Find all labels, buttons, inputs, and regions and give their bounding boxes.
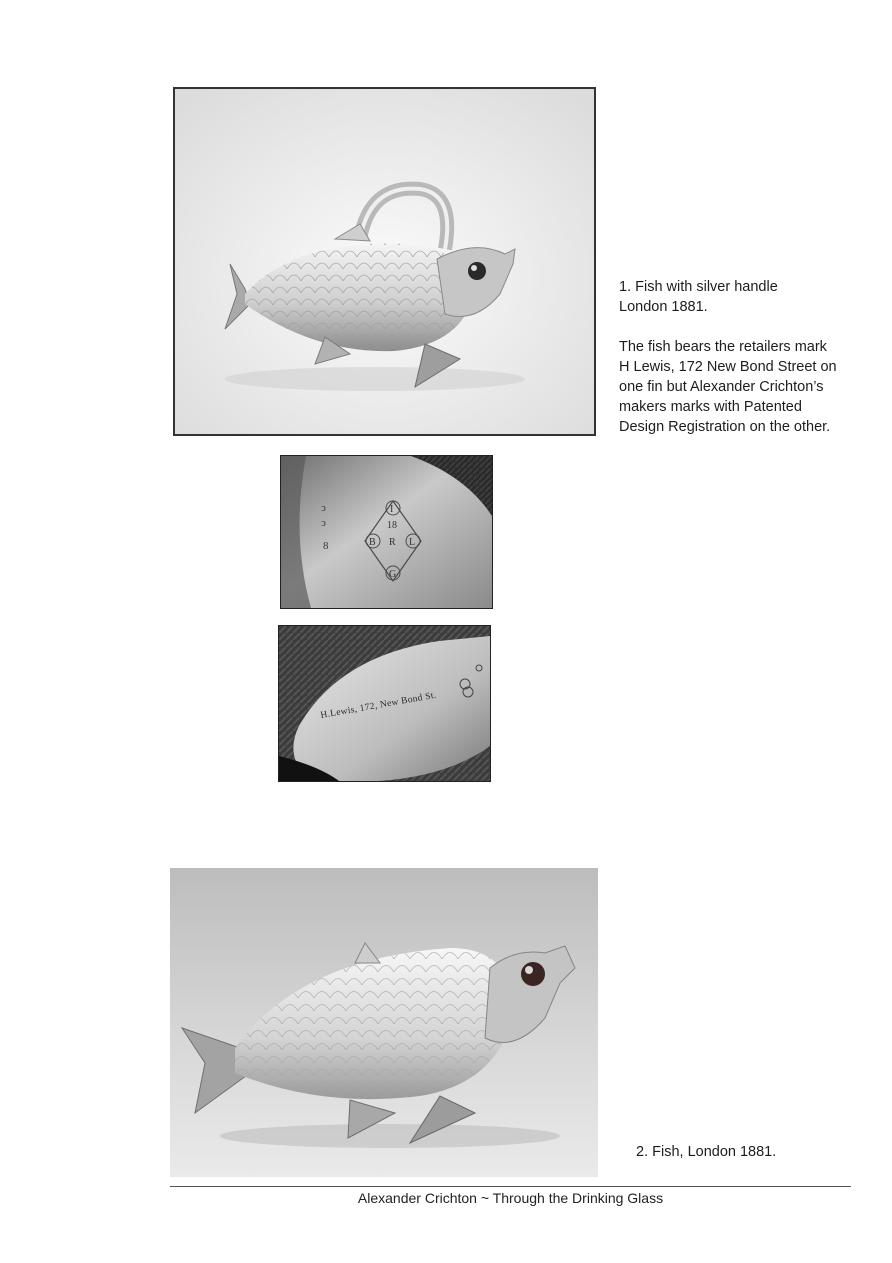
footer-divider <box>170 1186 851 1187</box>
svg-text:ↄ: ↄ <box>321 517 326 529</box>
figure1-description-line: H Lewis, 172 New Bond Street on <box>619 359 837 375</box>
hallmark-mark: 18 <box>387 520 397 531</box>
footer-title: Alexander Crichton ~ Through the Drinking Glass <box>357 1190 664 1206</box>
svg-text:8: 8 <box>323 540 329 552</box>
fish-photo <box>170 868 598 1177</box>
hallmark-mark: G <box>389 569 397 580</box>
hallmark-mark: B <box>369 537 376 548</box>
figure1-caption-date: London 1881. <box>619 299 708 315</box>
figure1-description-line: makers marks with Patented <box>619 399 802 415</box>
figure1-caption <box>619 277 879 437</box>
hallmark-mark: R <box>389 537 396 548</box>
retailer-engraving: H.Lewis, 172, New Bond St. <box>319 690 438 721</box>
figure1-description-line: Design Registration on the other. <box>619 419 831 435</box>
hallmark-mark: I <box>390 504 394 515</box>
hallmark-mark: L <box>409 537 416 548</box>
fish-with-handle-photo <box>173 87 596 436</box>
figure1-caption-title: 1. Fish with silver handle <box>619 279 778 295</box>
figure2-caption: 2. Fish, London 1881. <box>636 1144 777 1160</box>
figure1-description-line: one fin but Alexander Crichton’s <box>619 379 824 395</box>
retailer-mark-photo <box>278 625 491 782</box>
svg-text:ↄ: ↄ <box>321 502 326 514</box>
hallmark-detail-photo <box>280 455 493 609</box>
figure1-description-line: The fish bears the retailers mark <box>619 339 827 355</box>
